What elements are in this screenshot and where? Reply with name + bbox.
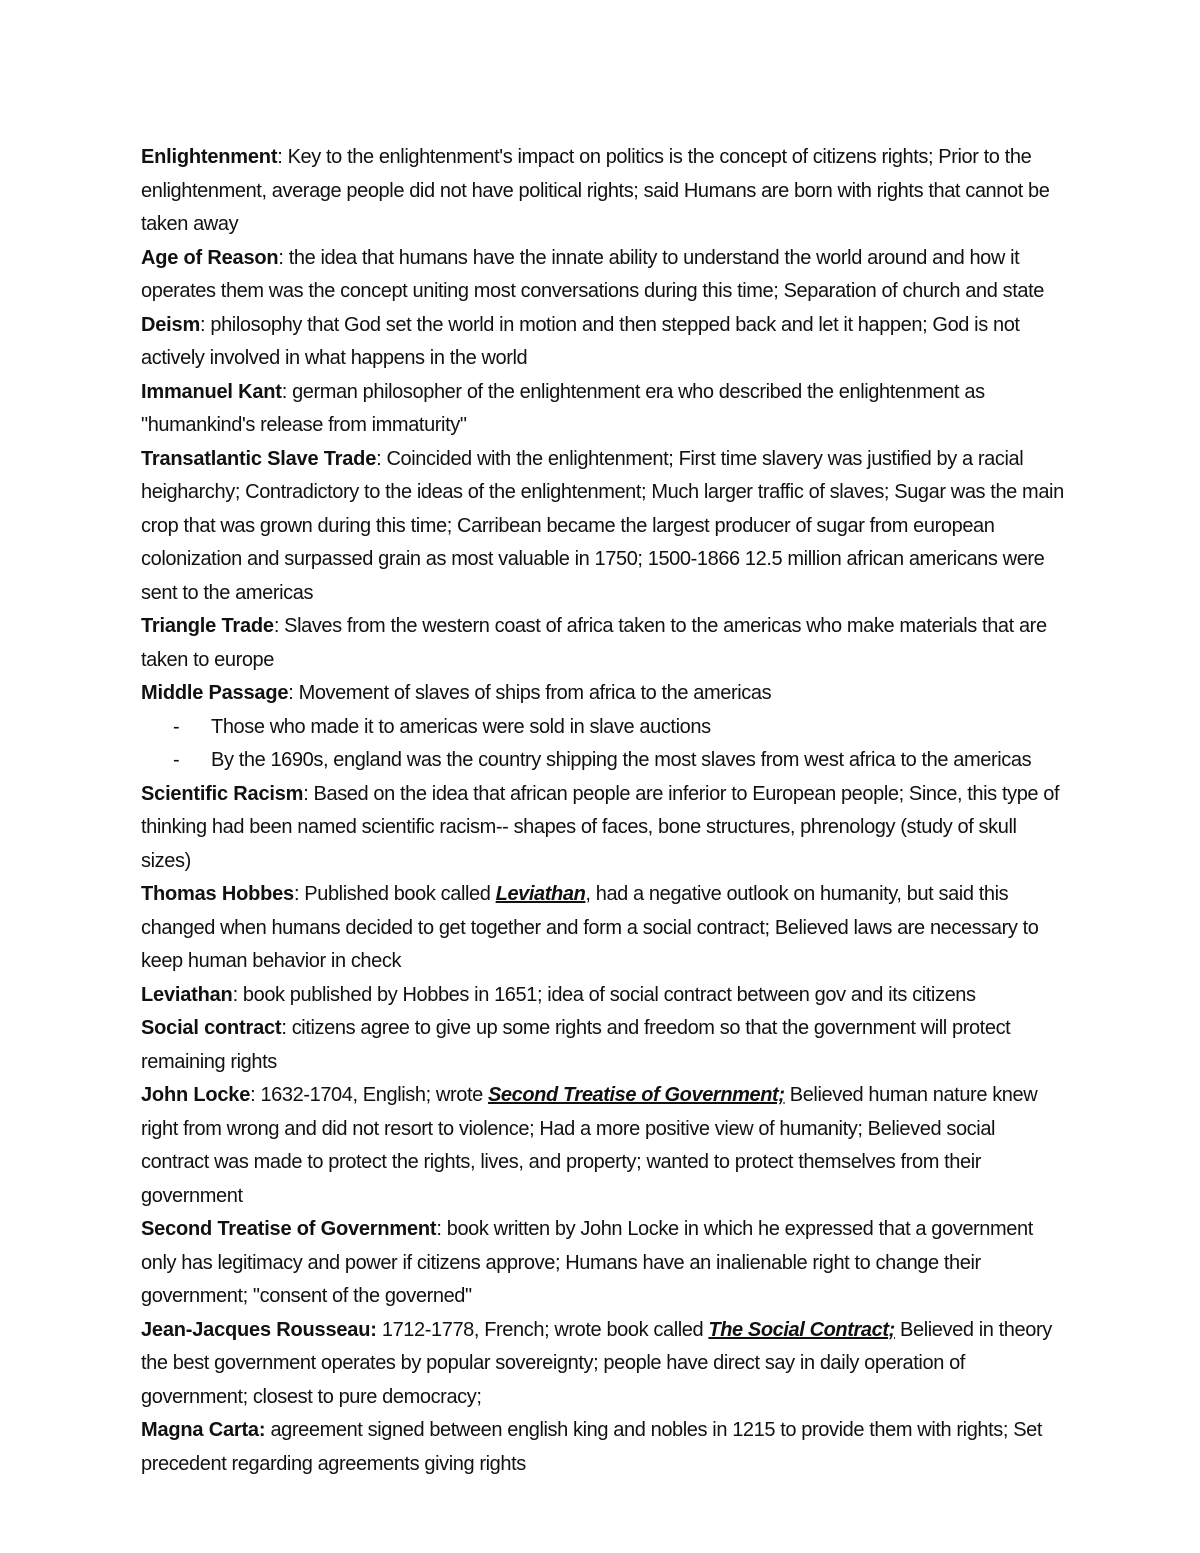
book-title: The Social Contract; [708,1318,895,1341]
entry-leviathan [141,979,1066,1013]
definition: : Published book called [293,883,496,905]
entry-immanuel-kant [141,376,1066,443]
definition: : Key to the enlightenment's impact on politics is the concept of citizens rights; Prior to the enlightenment, average people did not have political rights; said Humans are born with rights that cannot be taken away [141,146,1050,235]
entry-john-locke [141,1079,1066,1213]
term: Age of Reason [141,246,279,269]
list-item-text: By the 1690s, england was the country shipping the most slaves from west africa to the americas [211,749,1032,771]
term: Immanuel Kant [141,380,282,403]
list-item-text: Those who made it to americas were sold in slave auctions [211,715,711,738]
entry-rousseau [141,1314,1066,1415]
definition: : book written by John Locke in which he expressed that a government only has legitimacy and power if citizens approve; Humans have an inalienable right to change their government; "consent of the governed" [141,1218,1033,1307]
definition: 1712-1778, French; wrote book called [376,1318,709,1341]
list-item [141,711,1066,745]
term: Deism [141,313,201,336]
definition: : german philosopher of the enlightenment era who described the enlightenment as "humankind's release from immaturity" [141,380,985,436]
term: Leviathan [141,983,233,1006]
bullet-dash: - [173,715,180,738]
book-title: Leviathan [495,883,586,905]
bullet-dash: - [173,749,180,771]
entry-magna-carta [141,1414,1066,1481]
term: Scientific Racism [141,782,304,805]
definition: : citizens agree to give up some rights and freedom so that the government will protect remaining rights [141,1017,1011,1073]
entry-triangle-trade [141,610,1066,677]
definition: : the idea that humans have the innate ability to understand the world around and how it operates them was the concept uniting most conversations during this time; Separation of church and state [141,246,1044,302]
entry-social-contract [141,1012,1066,1079]
definition: : Based on the idea that african people are inferior to European people; Since, this type of thinking had been named scientific racism-- shapes of faces, bone structures, phrenology (study of skull sizes) [141,782,1060,872]
term: Jean-Jacques Rousseau: [141,1318,377,1341]
definition: : philosophy that God set the world in motion and then stepped back and let it happen; God is not actively involved in what happens in the world [141,313,1020,369]
document-page [141,141,1066,1481]
term: John Locke [141,1084,251,1106]
definition-continued: Believed in theory the best government operates by popular sovereignty; people have direct say in daily operation of government; closest to pure democracy; [141,1318,1052,1408]
definition: : Movement of slaves of ships from africa to the americas [288,682,772,704]
entry-thomas-hobbes [141,878,1066,979]
term: Thomas Hobbes [141,883,294,905]
term: Magna Carta: [141,1419,266,1441]
entry-second-treatise [141,1213,1066,1314]
term: Transatlantic Slave Trade [141,447,377,470]
definition: : book published by Hobbes in 1651; idea of social contract between gov and its citizens [232,983,976,1006]
entry-enlightenment [141,141,1066,242]
definition-continued: , had a negative outlook on humanity, but said this changed when humans decided to get together and form a social contract; Believed laws are necessary to keep human behavior in check [141,883,1039,972]
definition: : 1632-1704, English; wrote [250,1084,488,1106]
entry-scientific-racism [141,778,1066,879]
definition: : Slaves from the western coast of africa taken to the americas who make materials that are taken to europe [141,615,1047,671]
term: Enlightenment [141,146,278,168]
term: Triangle Trade [141,615,274,637]
entry-deism [141,309,1066,376]
list-item [141,744,1066,778]
term: Second Treatise of Government [141,1218,437,1240]
middle-passage-bullet-list [141,711,1066,778]
definition-continued: Believed human nature knew right from wrong and did not resort to violence; Had a more positive view of humanity; Believed social contract was made to protect the rights, lives, and property; wanted to protect themselves from their government [141,1084,1038,1207]
entry-age-of-reason [141,242,1066,309]
term: Middle Passage [141,682,289,704]
entry-middle-passage [141,677,1066,711]
entry-transatlantic-slave-trade [141,443,1066,611]
term: Social contract [141,1017,282,1039]
definition: agreement signed between english king and nobles in 1215 to provide them with rights; Set precedent regarding agreements giving rights [141,1419,1043,1475]
definition: : Coincided with the enlightenment; First time slavery was justified by a racial heigharchy; Contradictory to the ideas of the enlightenment; Much larger traffic of slaves; Sugar was the main crop that was grown during this time; Carribean became the largest producer of sugar from european colonization and surpassed grain as most valuable in 1750; 1500-1866 12.5 million african americans were sent to the americas [141,447,1064,604]
book-title: Second Treatise of Government; [487,1084,785,1106]
